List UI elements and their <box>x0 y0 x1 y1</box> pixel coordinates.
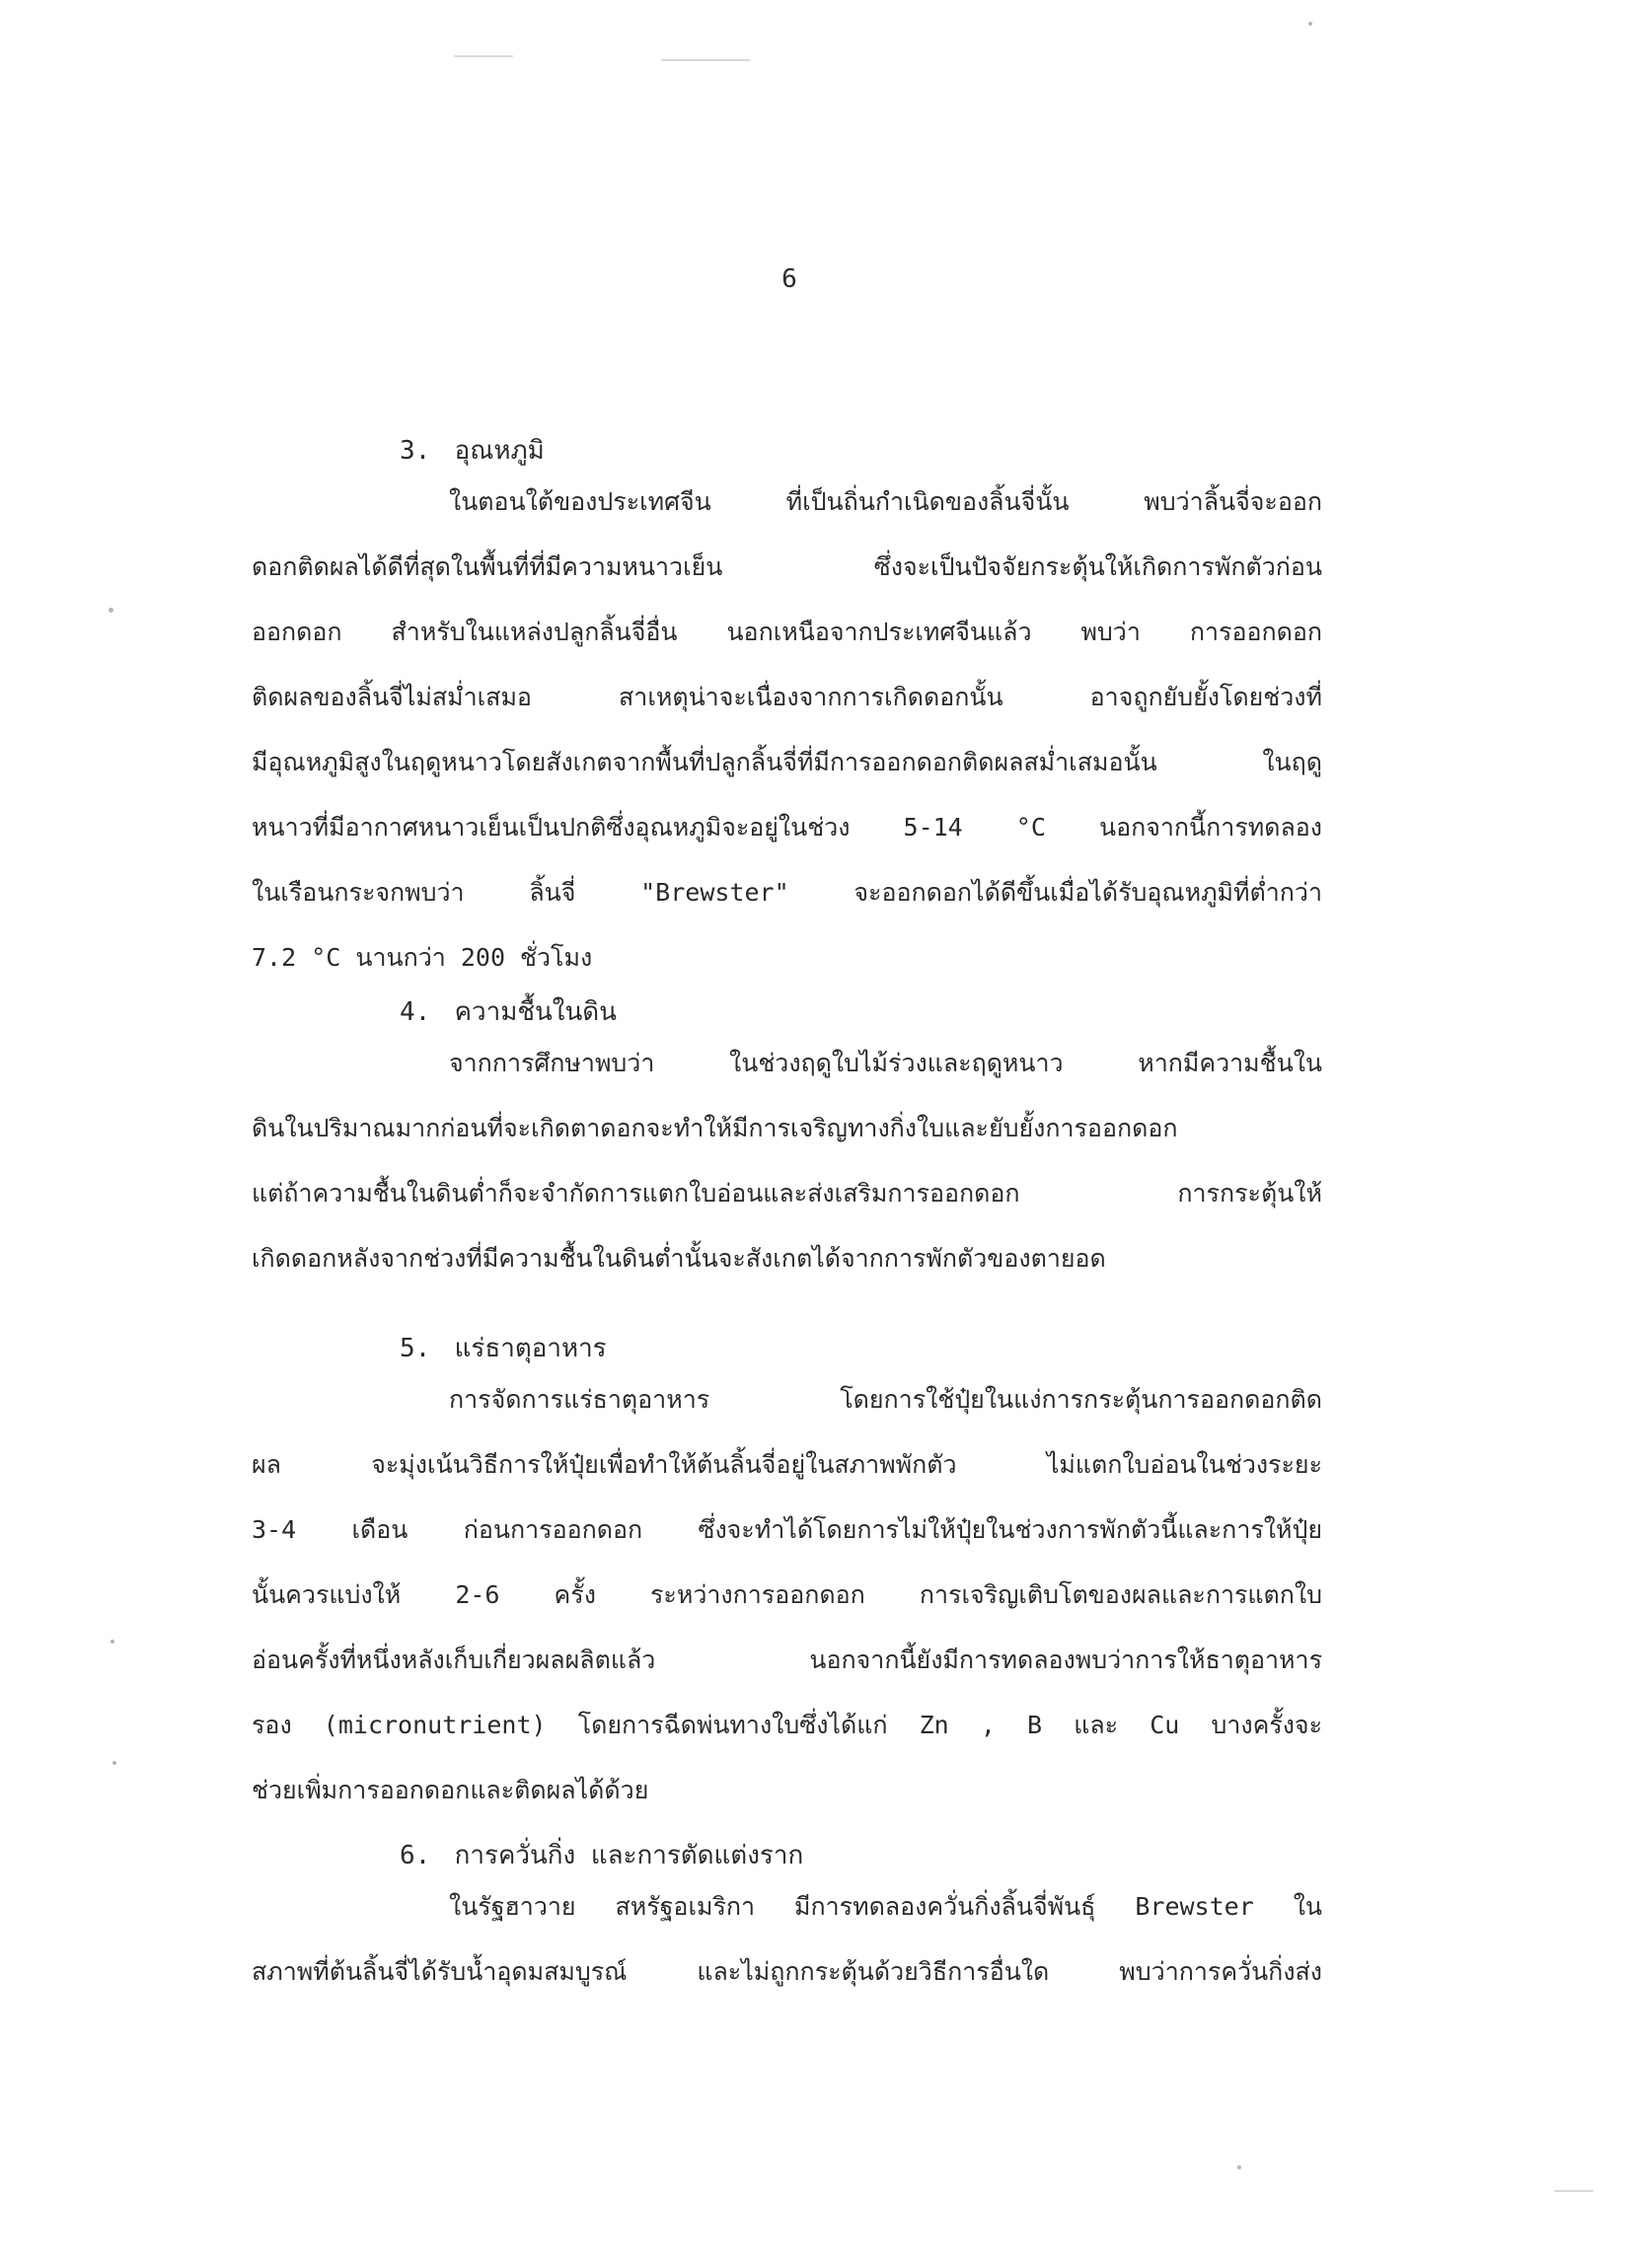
page-number: 6 <box>781 264 797 294</box>
section-heading <box>400 992 1322 1032</box>
paragraph-line: การจัดการแร่ธาตุอาหาร โดยการใช้ปุ๋ยในแง่การกระตุ้นการออกดอกติด <box>449 1385 1322 1414</box>
paragraph-line: ในรัฐฮาวาย สหรัฐอเมริกา มีการทดลองควั่นกิ่งลิ้นจี่พันธุ์ Brewster ใน <box>449 1892 1322 1921</box>
scan-smudge <box>1554 2190 1594 2192</box>
paragraph-line: ช่วยเพิ่มการออกดอกและติดผลได้ด้วย <box>252 1776 649 1804</box>
paragraph-line: หนาวที่มีอากาศหนาวเย็นเป็นปกติซึ่งอุณหภูมิจะอยู่ในช่วง 5-14 °C นอกจากนี้การทดลอง <box>252 813 1322 841</box>
section-number: 6. <box>400 1841 431 1870</box>
paragraph-line: อ่อนครั้งที่หนึ่งหลังเก็บเกี่ยวผลผลิตแล้ว นอกจากนี้ยังมีการทดลองพบว่าการให้ธาตุอาหาร <box>252 1646 1322 1674</box>
scan-speck <box>1237 2165 1241 2169</box>
section-title: การควั่นกิ่ง และการตัดแต่งราก <box>454 1841 804 1870</box>
section-title: ความชื้นในดิน <box>454 997 617 1027</box>
paragraph-line: เกิดดอกหลังจากช่วงที่มีความชื้นในดินต่ำนั้นจะสังเกตได้จากการพักตัวของตายอด <box>252 1244 1106 1273</box>
section-number: 3. <box>400 436 431 466</box>
scan-smudge <box>661 59 750 61</box>
scan-smudge <box>454 55 513 57</box>
section-title: อุณหภูมิ <box>454 436 545 466</box>
paragraph-line: ติดผลของลิ้นจี่ไม่สม่ำเสมอ สาเหตุน่าจะเนื่องจากการเกิดดอกนั้น อาจถูกยับยั้งโดยช่วงที่ <box>252 683 1322 711</box>
paragraph-line: 7.2 °C นานกว่า 200 ชั่วโมง <box>252 943 593 972</box>
section-heading <box>400 1329 1322 1368</box>
section-number: 5. <box>400 1334 431 1363</box>
section-nutrients <box>252 1329 1322 1836</box>
section-girdling-root-pruning <box>252 1836 1322 2017</box>
scan-speck <box>109 608 113 613</box>
paragraph-line: รอง (micronutrient) โดยการฉีดพ่นทางใบซึ่งได้แก่ Zn , B และ Cu บางครั้งจะ <box>252 1711 1322 1739</box>
paragraph-line: ในเรือนกระจกพบว่า ลิ้นจี่ "Brewster" จะออกดอกได้ดีขึ้นเมื่อได้รับอุณหภูมิที่ต่ำกว่า <box>252 878 1322 907</box>
section-soil-moisture <box>252 992 1322 1304</box>
scan-speck <box>112 1761 116 1765</box>
paragraph-line: แต่ถ้าความชื้นในดินต่ำก็จะจำกัดการแตกใบอ่อนและส่งเสริมการออกดอก การกระตุ้นให้ <box>252 1179 1322 1207</box>
section-heading <box>400 1836 1322 1875</box>
paragraph-line: ดินในปริมาณมากก่อนที่จะเกิดตาดอกจะทำให้มีการเจริญทางกิ่งใบและยับยั้งการออกดอก <box>252 1114 1178 1142</box>
paragraph-line: ออกดอก สำหรับในแหล่งปลูกลิ้นจี่อื่น นอกเหนือจากประเทศจีนแล้ว พบว่า การออกดอก <box>252 618 1322 646</box>
section-title: แร่ธาตุอาหาร <box>454 1334 607 1363</box>
paragraph-line: สภาพที่ต้นลิ้นจี่ได้รับน้ำอุดมสมบูรณ์ และไม่ถูกกระตุ้นด้วยวิธีการอื่นใด พบว่าการควั่นกิ่งส่ง <box>252 1957 1322 1986</box>
paragraph-line: ผล จะมุ่งเน้นวิธีการให้ปุ๋ยเพื่อทำให้ต้นลิ้นจี่อยู่ในสภาพพักตัว ไม่แตกใบอ่อนในช่วงระยะ <box>252 1450 1322 1479</box>
paragraph-line: 3-4 เดือน ก่อนการออกดอก ซึ่งจะทำได้โดยการไม่ให้ปุ๋ยในช่วงการพักตัวนี้และการให้ปุ๋ย <box>252 1515 1322 1544</box>
scan-speck <box>111 1640 114 1644</box>
paragraph-line: มีอุณหภูมิสูงในฤดูหนาวโดยสังเกตจากพื้นที่ปลูกลิ้นจี่ที่มีการออกดอกติดผลสม่ำเสมอนั้น ในฤดู <box>252 748 1322 776</box>
paragraph-line: ดอกติดผลได้ดีที่สุดในพื้นที่ที่มีความหนาวเย็น ซึ่งจะเป็นปัจจัยกระตุ้นให้เกิดการพักตัวก่อน <box>252 552 1322 581</box>
scan-speck <box>1308 22 1312 26</box>
paragraph-line: ในตอนใต้ของประเทศจีน ที่เป็นถิ่นกำเนิดของลิ้นจี่นั้น พบว่าลิ้นจี่จะออก <box>449 487 1322 516</box>
section-temperature <box>252 431 1322 1003</box>
section-heading <box>400 431 1322 471</box>
section-number: 4. <box>400 997 431 1027</box>
paragraph-line: นั้นควรแบ่งให้ 2-6 ครั้ง ระหว่างการออกดอก การเจริญเติบโตของผลและการแตกใบ <box>252 1580 1322 1609</box>
paragraph-line: จากการศึกษาพบว่า ในช่วงฤดูใบไม้ร่วงและฤดูหนาว หากมีความชื้นใน <box>449 1049 1322 1077</box>
